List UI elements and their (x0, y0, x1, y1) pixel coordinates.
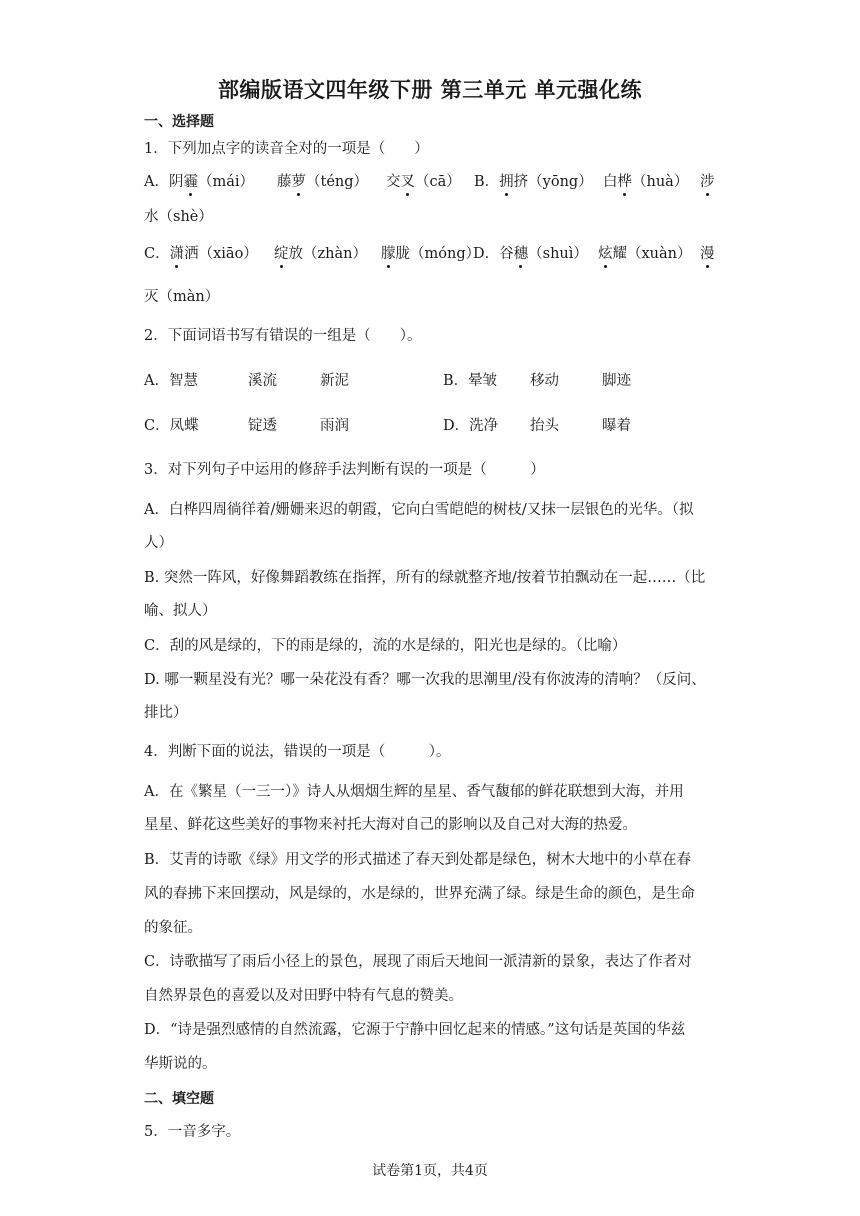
question-2-stem: 2．下面词语书写有错误的一组是（ ）。 (144, 328, 422, 344)
question-1-stem: 1．下列加点字的读音全对的一项是（ ） (144, 141, 429, 157)
q2-option-c-word: C．凤蝶 (144, 418, 199, 434)
emphasis-dot-char: 桦 (617, 174, 632, 190)
q4-option-d: D．“诗是强烈感情的自然流露，它源于宁静中回忆起来的情感。”这句话是英国的华兹 (144, 1022, 686, 1038)
q2-option-a-word: A．智慧 (144, 373, 198, 389)
q2-option-a-word: 溪流 (248, 373, 277, 389)
q4-option-c-cont: 自然界景色的喜爱以及对田野中特有气息的赞美。 (144, 988, 463, 1004)
q1-row2-item: 朦胧（móng） (381, 246, 481, 262)
q1-row1-item: 白桦（huà） (603, 174, 689, 190)
section-heading-choice: 一、选择题 (144, 114, 214, 130)
q3-option-a-cont: 人） (144, 535, 173, 551)
emphasis-dot-char: 涉 (700, 174, 715, 190)
emphasis-dot-char: 霾 (183, 174, 198, 190)
emphasis-dot-char: 叉 (400, 174, 415, 190)
emphasis-dot-char: 炫 (598, 246, 613, 262)
q1-row1-item: B．拥挤（yōng） (474, 174, 593, 190)
page-title: 部编版语文四年级下册 第三单元 单元强化练 (217, 78, 643, 102)
q2-option-b-word: B．晕皱 (443, 373, 498, 389)
q4-option-a-cont: 星星、鲜花这些美好的事物来衬托大海对自己的影响以及自己对大海的热爱。 (144, 817, 637, 833)
q2-option-d-word: 抬头 (530, 418, 559, 434)
q4-option-a: A．在《繁星（一三一）》诗人从烟烟生辉的星星、香气馥郁的鲜花联想到大海，并用 (144, 784, 684, 800)
q4-option-c: C．诗歌描写了雨后小径上的景色，展现了雨后天地间一派清新的景象，表达了作者对 (144, 954, 692, 970)
q1-row1-continuation: 水（shè） (144, 209, 213, 225)
section-heading-fill: 二、填空题 (144, 1091, 214, 1107)
q2-option-b-word: 脚迹 (602, 373, 631, 389)
q2-option-c-word: 雨润 (320, 418, 349, 434)
q1-row2-item: 炫耀（xuàn） (598, 246, 692, 262)
q3-option-b: B. 突然一阵风，好像舞蹈教练在指挥，所有的绿就整齐地/按着节拍飘动在一起……（比 (144, 570, 706, 586)
question-5-stem: 5．一音多字。 (144, 1124, 241, 1140)
q2-option-d-word: D．洗净 (443, 418, 499, 434)
question-3-stem: 3．对下列句子中运用的修辞手法判断有误的一项是（ ） (144, 462, 545, 478)
q1-row1-item (700, 172, 715, 192)
emphasis-dot-char: 潇 (169, 246, 185, 262)
q3-option-d-cont: 排比） (144, 705, 188, 721)
q1-row2-item: 绽放（zhàn） (274, 246, 367, 262)
q4-option-b: B．艾青的诗歌《绿》用文学的形式描述了春天到处都是绿色，树木大地中的小草在春 (144, 852, 692, 868)
q2-option-a-word: 新泥 (320, 373, 349, 389)
emphasis-dot-char: 绽 (274, 246, 289, 262)
q1-row1-item: 藤萝（téng） (277, 174, 369, 190)
emphasis-dot-char: 拥 (499, 174, 514, 190)
q3-option-c: C．刮的风是绿的，下的雨是绿的，流的水是绿的，阳光也是绿的。（比喻） (144, 638, 627, 654)
q1-row2-item: C．潇洒（xiāo） (144, 246, 258, 262)
q2-option-c-word: 锭透 (248, 418, 277, 434)
emphasis-dot-char: 穗 (513, 246, 529, 262)
page-footer: 试卷第1页，共4页 (372, 1163, 488, 1179)
q3-option-a: A．白桦四周徜徉着/姗姗来迟的朝霞，它向白雪皑皑的树枝/又抹一层银色的光华。（拟 (144, 502, 694, 518)
q4-option-d-cont: 华斯说的。 (144, 1056, 217, 1072)
q1-row2-item (700, 244, 715, 264)
emphasis-dot-char: 漫 (700, 246, 715, 262)
q1-row2-item: D．谷穗（shuì） (473, 246, 588, 262)
q1-row1-item: 交叉（cā） (386, 174, 461, 190)
q2-option-d-word: 曝着 (602, 418, 631, 434)
q3-option-d: D. 哪一颗星没有光？哪一朵花没有香？哪一次我的思潮里/没有你波涛的清响？（反问、 (144, 672, 706, 688)
q4-option-b-cont2: 的象征。 (144, 920, 202, 936)
emphasis-dot-char: 萝 (291, 174, 306, 190)
q4-option-b-cont: 风的春拂下来回摆动，风是绿的，水是绿的，世界充满了绿。绿是生命的颜色，是生命 (144, 886, 695, 902)
question-4-stem: 4．判断下面的说法，错误的一项是（ ）。 (144, 744, 451, 760)
q1-row1-item: A．阴霾（mái） (144, 174, 255, 190)
emphasis-dot-char: 朦 (381, 246, 396, 262)
q1-row2-continuation: 灭（màn） (144, 289, 220, 305)
q2-option-b-word: 移动 (530, 373, 559, 389)
q3-option-b-cont: 喻、拟人） (144, 603, 217, 619)
